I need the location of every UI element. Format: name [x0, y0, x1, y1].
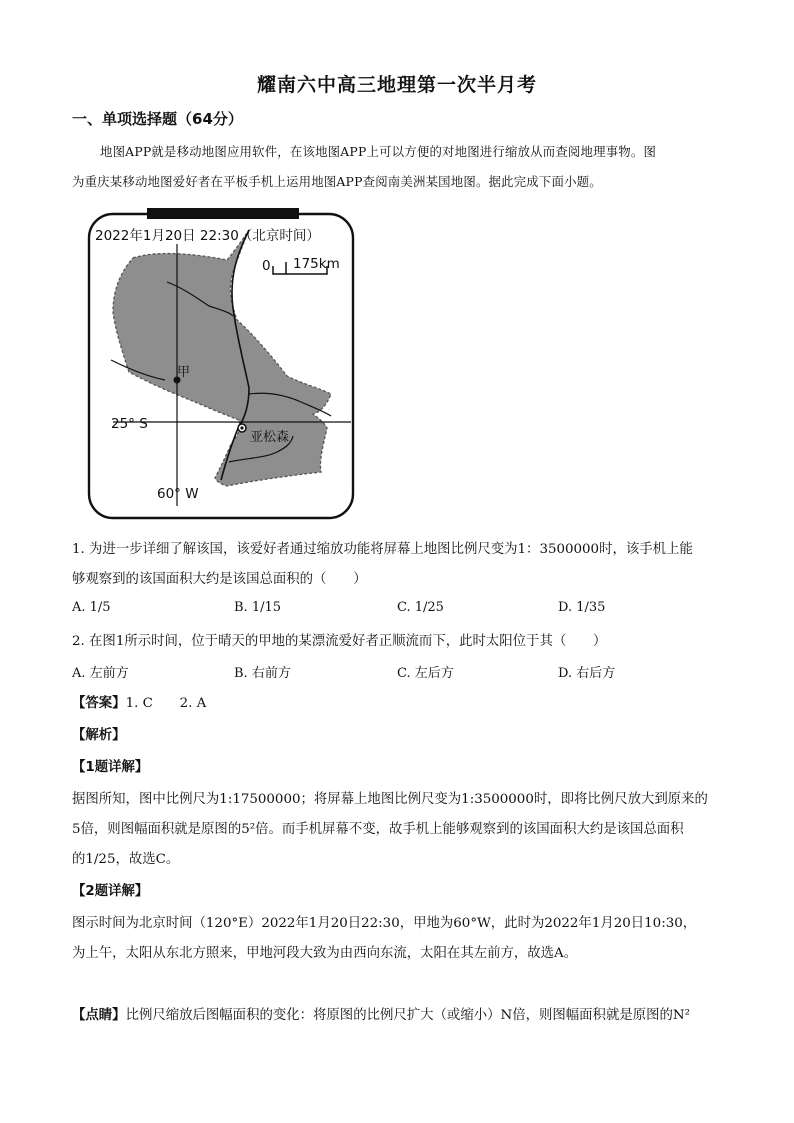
- q1-line-2: 够观察到的该国面积大约是该国总面积的（ ）: [72, 572, 367, 587]
- detail1-line-3: 的1/25，故选C。: [72, 852, 180, 867]
- scale-zero: 0: [262, 258, 271, 274]
- section-heading: 一、单项选择题（64分）: [72, 110, 243, 128]
- tip-row: [72, 1004, 690, 1023]
- analysis-tag: 【解析】: [72, 728, 126, 743]
- tip-text: 比例尺缩放后图幅面积的变化：将原图的比例尺扩大（或缩小）N倍，则图幅面积就是原图的N²: [125, 1008, 690, 1023]
- q1-option-d: D. 1/35: [558, 600, 606, 615]
- map-svg: [87, 208, 355, 520]
- q1-option-c: C. 1/25: [397, 600, 444, 615]
- latitude-label: 25° S: [111, 416, 148, 432]
- detail1-line-1: 据图所知，图中比例尺为1:17500000；将屏幕上地图比例尺变为1:3500000时，即将比例尺放大到原来的: [72, 792, 708, 807]
- q2-option-a: A. 左前方: [72, 666, 129, 681]
- page-title: 耀南六中高三地理第一次半月考: [256, 74, 537, 96]
- longitude-label: 60° W: [157, 486, 199, 502]
- map-figure: [87, 208, 355, 520]
- q1-option-a: A. 1/5: [72, 600, 111, 615]
- detail2-line-2: 为上午，太阳从东北方照来，甲地河段大致为由西向东流，太阳在其左前方，故选A。: [72, 946, 578, 961]
- scale-value: 175km: [293, 256, 340, 272]
- detail1-tag: 【1题详解】: [72, 760, 149, 775]
- point-capital-label: 亚松森: [250, 430, 290, 445]
- detail2-line-1: 图示时间为北京时间（120°E）2022年1月20日22:30，甲地为60°W，此时为2022年1月20日10:30，: [72, 916, 697, 931]
- intro-line-2: 为重庆某移动地图爱好者在平板手机上运用地图APP查阅南美洲某国地图。据此完成下面小题。: [72, 174, 602, 189]
- point-jia-label: 甲: [177, 365, 191, 380]
- answer-tag: 【答案】: [72, 696, 126, 711]
- tip-tag: 【点睛】: [72, 1008, 126, 1023]
- answer-text: 1. C 2. A: [125, 696, 207, 711]
- map-datetime: 2022年1月20日 22:30（北京时间）: [95, 228, 320, 244]
- phone-top-bar: [147, 208, 299, 219]
- q2-line-1: 2. 在图1所示时间，位于晴天的甲地的某漂流爱好者正顺流而下，此时太阳位于其（ ）: [72, 634, 607, 649]
- detail2-tag: 【2题详解】: [72, 884, 149, 899]
- q2-option-d: D. 右后方: [558, 666, 616, 681]
- q1-option-b: B. 1/15: [234, 600, 282, 615]
- intro-line-1: 地图APP就是移动地图应用软件，在该地图APP上可以方便的对地图进行缩放从而查阅地理事物。图: [100, 144, 657, 159]
- q2-option-c: C. 左后方: [397, 666, 454, 681]
- q2-option-b: B. 右前方: [234, 666, 291, 681]
- detail1-line-2: 5倍，则图幅面积就是原图的5²倍。而手机屏幕不变，故手机上能够观察到的该国面积大约是该国总面积: [72, 822, 684, 837]
- answer-row: [72, 692, 206, 711]
- q1-line-1: 1. 为进一步详细了解该国，该爱好者通过缩放功能将屏幕上地图比例尺变为1：3500000时，该手机上能: [72, 542, 693, 557]
